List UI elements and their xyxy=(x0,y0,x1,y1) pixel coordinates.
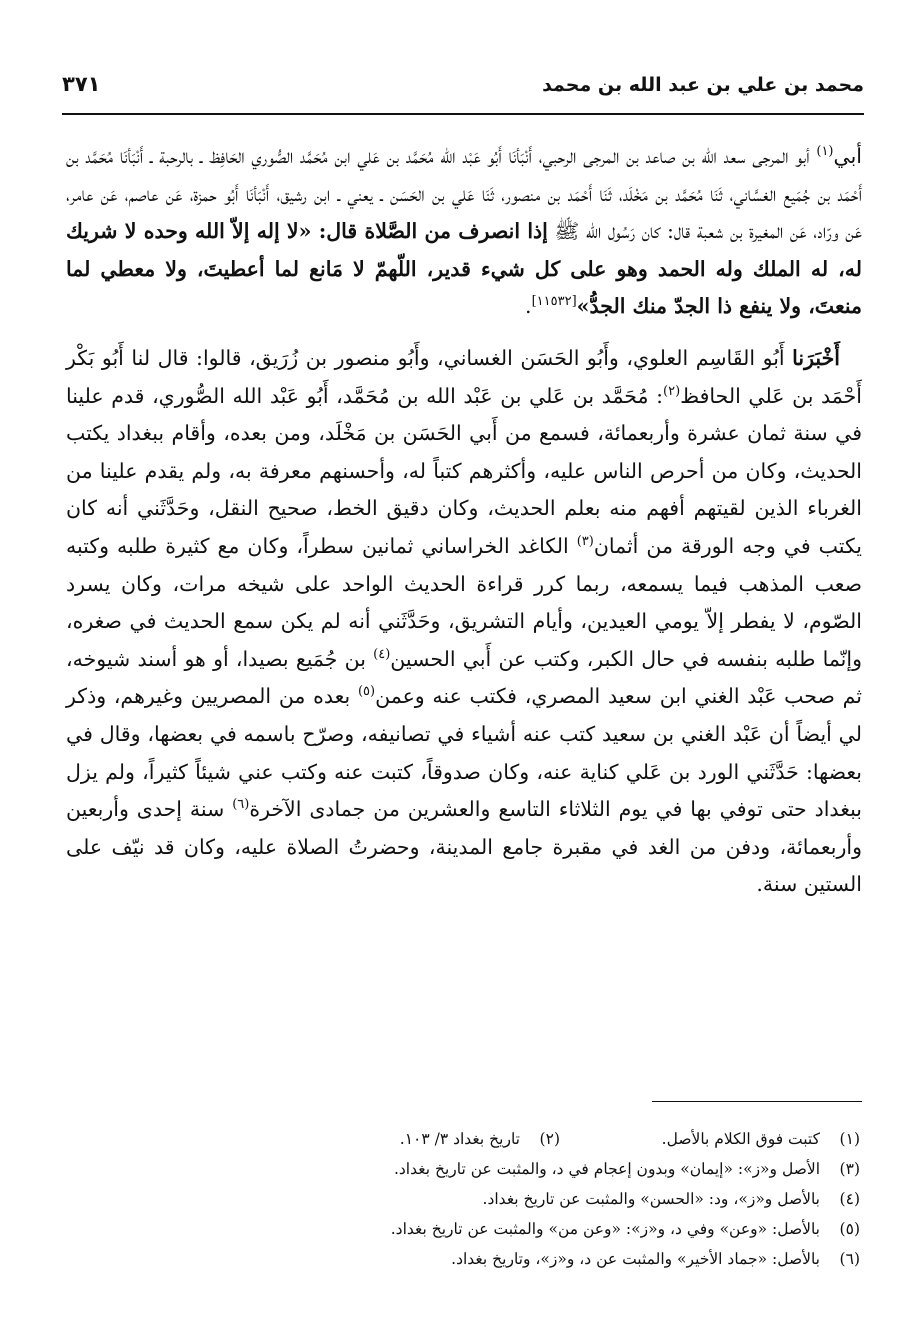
footnote-row xyxy=(150,1124,860,1154)
footnote-ref-5: (٥) xyxy=(357,684,376,700)
footnote-text: بالأصل و«ز»، ود: «الحسن» والمثبت عن تاريخ بغداد. xyxy=(482,1190,820,1208)
p1-text-1: أبي xyxy=(833,144,862,168)
running-header xyxy=(62,66,864,110)
footnote-text: الأصل و«ز»: «إيمان» وبدون إعجام في د، والمثبت عن تاريخ بغداد. xyxy=(393,1160,820,1178)
footnote-rule xyxy=(652,1101,862,1102)
p2-text-2: : مُحَمَّد بن عَلي بن عَبْد الله بن مُحَمَّد، أَبُو عَبْد الله الصُّوري، قدم علينا في سنة ثمان عشرة وأربعمائة، فسمع من أَبي الحَسَن بن مَخْلَد، ومن بعده، وأقام ببغداد يكتب الحديث، وكان من أحرص الناس عليه، وأكثرهم كتباً له، وأحسنهم معرفة به، ولم يقدم علينا من الغرباء الذين لقيتهم أفهم منه بعلم الحديث، وكان دقيق الخط، صحيح النقل، وحَدَّثَني أنه كان يكتب في وجه الورقة من أثمان xyxy=(66,383,863,558)
footnote-number: (١) xyxy=(839,1130,860,1148)
paragraph-1 xyxy=(66,138,862,326)
footnote-5 xyxy=(150,1214,860,1244)
footnote-6 xyxy=(150,1244,860,1274)
footnote-3 xyxy=(150,1154,860,1184)
footnote-ref-4: (٤) xyxy=(373,646,391,662)
footnote-ref-6: (٦) xyxy=(232,797,250,813)
footnote-text: بالأصل: «وعن» وفي د، و«ز»: «وعن من» والمثبت عن تاريخ بغداد. xyxy=(390,1220,820,1238)
footnote-text: بالأصل: «جماد الأخير» والمثبت عن د، و«ز»، وتاريخ بغداد. xyxy=(451,1250,820,1268)
p1-text-2: أبو المرجى سعد الله بن صاعد بن المرجى الرحبي، أَنْبَأنَا أَبُو عَبْد الله مُحَمَّد بن عَلي ابن مُحَمَّد الصُّوري الحَافِظ ـ بالرحبة ـ أَنْبَأنَا مُحَمَّد بن أَحْمَد بن جُمَيع الغسَّاني، ثَنَا مُحَمَّد بن مَخْلَد، ثَنَا أَحْمَد بن منصور، ثَنَا عَلي بن الحَسَن ـ يعني ـ ابن رشيق، أَنْبَأنَا أَبُو حمزة، عَن عاصم، عَن عامر، عَن ورّاد، عَن المغيرة بن شعبة قال: كان رَسُول الله ﷺ xyxy=(66,144,862,244)
footnote-2 xyxy=(400,1124,560,1154)
p2-text-4: بن جُمَيع بصيدا، أو هو أسند شيوخه، ثم صحب عَبْد الغني ابن سعيد المصري، فكتب عنه وعمن xyxy=(66,646,863,709)
footnote-ref-3: (٣) xyxy=(576,534,594,550)
footnote-number: (٣) xyxy=(839,1160,860,1178)
footnote-text: تاريخ بغداد ٣/ ١٠٣. xyxy=(399,1130,520,1148)
p1-end: . xyxy=(525,294,532,319)
footnote-1 xyxy=(560,1124,860,1154)
akhbarana-word: أَخْبَرَنا xyxy=(792,345,840,370)
footnotes xyxy=(150,1124,860,1274)
footnote-4 xyxy=(150,1184,860,1214)
footnote-ref-1: (١) xyxy=(816,144,834,160)
header-title: محمد بن علي بن عبد الله بن محمد xyxy=(542,74,864,96)
page-number: ٣٧١ xyxy=(62,72,101,96)
header-rule xyxy=(62,113,864,115)
paragraph-2 xyxy=(66,340,862,904)
hadith-text: إذا انصرف من الصَّلاة قال: «لا إله إلاّ الله وحده لا شريك له، له الملك وله الحمد وهو على كل شيء قدير، اللّهمّ لا مَانع لما أعطيتَ، ولا معطي لما منعتَ، ولا ينفع ذا الجدّ منك الجدُّ» xyxy=(66,219,862,319)
main-text xyxy=(66,138,862,904)
footnote-number: (٢) xyxy=(539,1130,560,1148)
footnote-number: (٤) xyxy=(839,1190,860,1208)
footnote-number: (٦) xyxy=(839,1250,860,1268)
p2-text-3: الكاغد الخراساني ثمانين سطراً، وكان مع كثيرة طلبه وكتبه صعب المذهب فيما يسمعه، ربما كرر قراءة الحديث الواحد على شيخه مرات، وكان يسرد الصّوم، لا يفطر إلاّ يومي العيدين، وأيام التشريق، وحَدَّثَني أنه لم يكن سمع الحديث في صغره، وإنّما طلبه بنفسه في حال الكبر، وكتب عن أَبي الحسين xyxy=(66,533,862,671)
p2-text-5: بعده من المصريين وغيرهم، وذكر لي أيضاً أن عَبْد الغني بن سعيد كتب عنه أشياء في تصانيفه، وصرّح باسمه في بعضها، وقال في بعضها: حَدَّثَني الورد بن عَلي كناية عنه، وكان صدوقاً، كتبت عنه وكتب عني شيئاً كثيراً، ولم يزل ببغداد حتى توفي بها في يوم الثلاثاء التاسع والعشرين من جمادى الآخرة xyxy=(66,684,862,822)
footnote-ref-2: (٢) xyxy=(663,383,681,399)
footnote-number: (٥) xyxy=(839,1220,860,1238)
p2-text-6: سنة إحدى وأربعين وأربعمائة، ودفن من الغد في مقبرة جامع المدينة، وحضرتُ الصلاة عليه، وكان قد نيّف على الستين سنة. xyxy=(66,797,862,897)
footnote-text: كتبت فوق الكلام بالأصل. xyxy=(661,1130,820,1148)
hadith-number: [١١٥٣٢] xyxy=(531,294,577,310)
p2-text-1: أَبُو القَاسِم العلوي، وأَبُو الحَسَن الغساني، وأَبُو منصور بن زُرَيق، قالوا: قال لنا أَبُو بَكْر أَحْمَد بن عَلي الحافظ xyxy=(66,345,862,408)
